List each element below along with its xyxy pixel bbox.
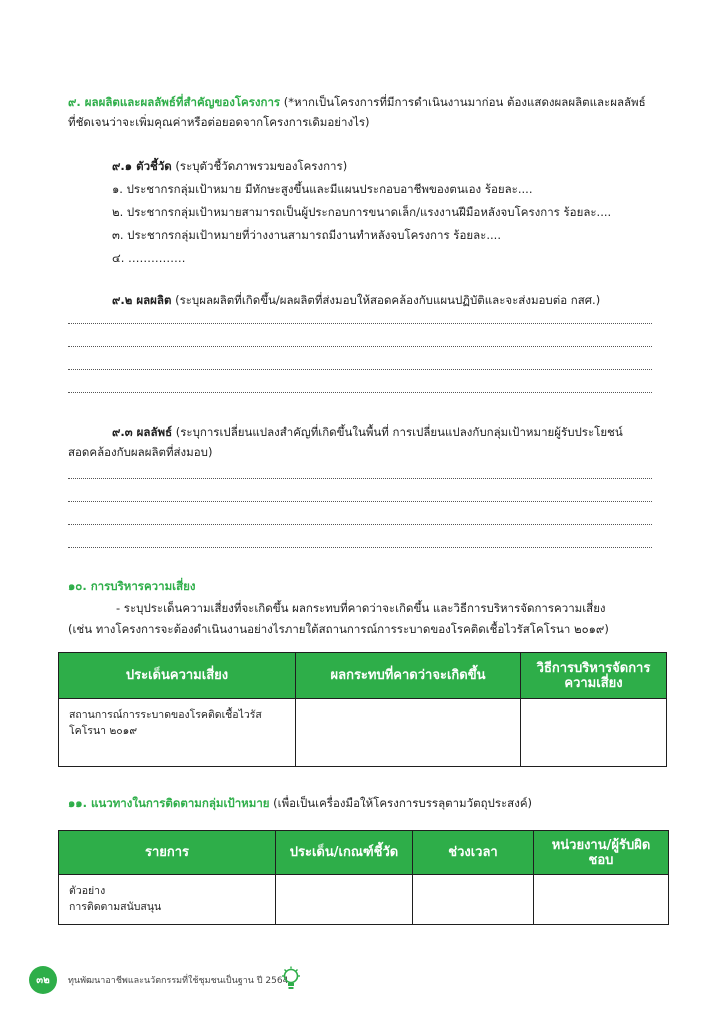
dotted-answer-line[interactable] bbox=[68, 392, 652, 393]
followup-cell-period[interactable] bbox=[413, 875, 534, 925]
dotted-answer-line[interactable] bbox=[68, 346, 652, 347]
sub3-desc: (ระบุการเปลี่ยนแปลงสำคัญที่เกิดขึ้นในพื้นที่ การเปลี่ยนแปลงกับกลุ่มเป้าหมายผู้รับประโยชน์ bbox=[175, 425, 623, 439]
page-number-badge bbox=[29, 966, 57, 994]
dotted-answer-line[interactable] bbox=[68, 323, 652, 324]
sub2-desc: (ระบุผลผลิตที่เกิดขึ้น/ผลผลิตที่ส่งมอบให้สอดคล้องกับแผนปฏิบัติและจะส่งมอบต่อ กสศ.) bbox=[175, 293, 601, 307]
followup-table-header bbox=[59, 831, 669, 875]
sub1-desc: (ระบุตัวชี้วัดภาพรวมของโครงการ) bbox=[175, 159, 348, 173]
indicator-item: ๑. ประชากรกลุ่มเป้าหมาย มีทักษะสูงขึ้นและมีแผนประกอบอาชีพของตนเอง ร้อยละ.... bbox=[112, 182, 533, 196]
section9-note: (*หากเป็นโครงการที่มีการดำเนินงานมาก่อน ต้องแสดงผลผลิตและผลลัพธ์ bbox=[283, 95, 646, 109]
sub1-heading: ๙.๑ ตัวชี้วัด bbox=[112, 159, 172, 173]
followup-table bbox=[58, 830, 669, 925]
dotted-answer-line[interactable] bbox=[68, 524, 652, 525]
risk-cell-issue[interactable]: สถานการณ์การระบาดของโรคติดเชื้อไวรัส โคโรนา ๒๐๑๙ bbox=[59, 699, 296, 767]
sub3-desc-line2: สอดคล้องกับผลผลิตที่ส่งมอบ) bbox=[68, 445, 213, 459]
table-row bbox=[59, 875, 669, 925]
section10-line2: (เช่น ทางโครงการจะต้องดำเนินงานอย่างไรภายใต้สถานการณ์การระบาดของโรคติดเชื้อไวรัสโคโรนา ๒๐๑๙) bbox=[68, 622, 609, 636]
sub3-heading: ๙.๓ ผลลัพธ์ bbox=[112, 425, 173, 439]
sub1-heading-line bbox=[112, 158, 347, 175]
followup-cell-item[interactable]: ตัวอย่าง การติดตามสนับสนุน bbox=[59, 875, 276, 925]
section11-desc: (เพื่อเป็นเครื่องมือให้โครงการบรรลุตามวัตถุประสงค์) bbox=[273, 796, 532, 810]
risk-header-impact: ผลกระทบที่คาดว่าจะเกิดขึ้น bbox=[296, 653, 521, 699]
dotted-answer-line[interactable] bbox=[68, 547, 652, 548]
page-number: ๓๒ bbox=[36, 974, 50, 986]
section10-line1: - ระบุประเด็นความเสี่ยงที่จะเกิดขึ้น ผลกระทบที่คาดว่าจะเกิดขึ้น และวิธีการบริหารจัดการความเสี่ยง bbox=[116, 601, 606, 615]
dotted-answer-line[interactable] bbox=[68, 501, 652, 502]
followup-cell-responsible[interactable] bbox=[534, 875, 669, 925]
sub2-heading: ๙.๒ ผลผลิต bbox=[112, 293, 172, 307]
indicator-item: ๔. …………… bbox=[112, 251, 186, 265]
followup-header-item: รายการ bbox=[59, 831, 276, 875]
section9-note-line2: ที่ชัดเจนว่าจะเพิ่มคุณค่าหรือต่อยอดจากโครงการเดิมอย่างไร) bbox=[68, 115, 370, 129]
risk-cell-impact[interactable] bbox=[296, 699, 521, 767]
dotted-answer-line[interactable] bbox=[68, 369, 652, 370]
lightbulb-icon bbox=[280, 966, 302, 992]
sub3-heading-line bbox=[112, 424, 623, 441]
risk-cell-management[interactable] bbox=[521, 699, 667, 767]
section11-heading-line bbox=[68, 795, 532, 812]
followup-header-responsible: หน่วยงาน/ผู้รับผิดชอบ bbox=[534, 831, 669, 875]
risk-table bbox=[58, 652, 667, 767]
risk-header-issue: ประเด็นความเสี่ยง bbox=[59, 653, 296, 699]
indicator-item: ๓. ประชากรกลุ่มเป้าหมายที่ว่างงานสามารถมีงานทำหลังจบโครงการ ร้อยละ.... bbox=[112, 228, 501, 242]
followup-header-period: ช่วงเวลา bbox=[413, 831, 534, 875]
risk-table-header bbox=[59, 653, 667, 699]
followup-cell-criteria[interactable] bbox=[276, 875, 413, 925]
footer-text: ทุนพัฒนาอาชีพและนวัตกรรมที่ใช้ชุมชนเป็นฐาน ปี 2564 bbox=[68, 976, 289, 986]
section10-heading: ๑๐. การบริหารความเสี่ยง bbox=[68, 579, 196, 593]
section9-heading-line bbox=[68, 94, 646, 111]
section9-heading: ๙. ผลผลิตและผลลัพธ์ที่สำคัญของโครงการ bbox=[68, 95, 281, 109]
indicator-item: ๒. ประชากรกลุ่มเป้าหมายสามารถเป็นผู้ประกอบการขนาดเล็ก/แรงงานฝีมือหลังจบโครงการ ร้อยละ.... bbox=[112, 205, 612, 219]
table-row bbox=[59, 699, 667, 767]
section11-heading: ๑๑. แนวทางในการติดตามกลุ่มเป้าหมาย bbox=[68, 796, 270, 810]
risk-header-management: วิธีการบริหารจัดการความเสี่ยง bbox=[521, 653, 667, 699]
dotted-answer-line[interactable] bbox=[68, 478, 652, 479]
followup-header-criteria: ประเด็น/เกณฑ์ชี้วัด bbox=[276, 831, 413, 875]
sub2-heading-line bbox=[112, 292, 600, 309]
